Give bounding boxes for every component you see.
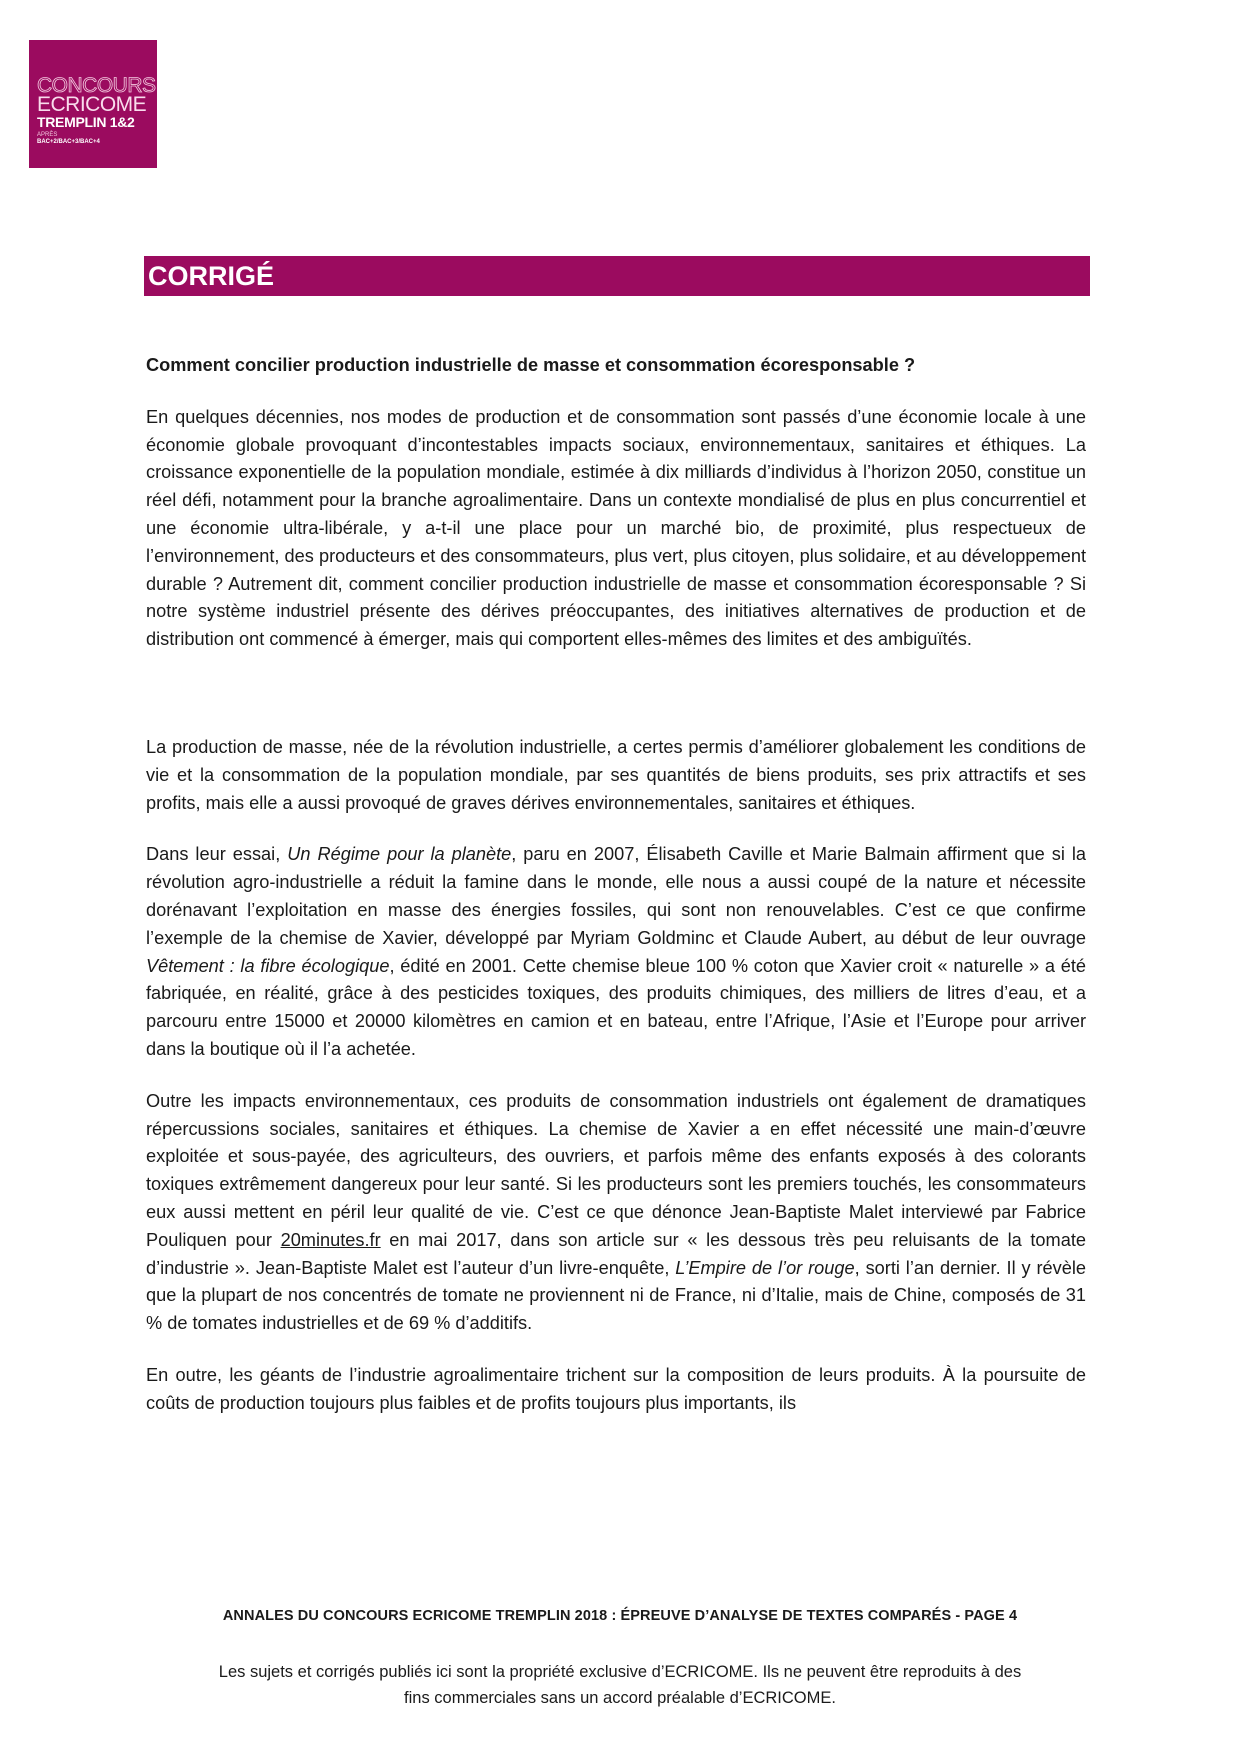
logo-line-apres: APRÈS (37, 132, 58, 138)
paragraph-4: En outre, les géants de l’industrie agroalimentaire trichent sur la composition de leurs produits. À la poursuite de coûts de production toujours plus faibles et de profits toujours plus importants, ils (146, 1364, 1086, 1413)
footer-page-line: ANNALES DU CONCOURS ECRICOME TREMPLIN 2018 : ÉPREUVE D’ANALYSE DE TEXTES COMPARÉS - PAGE 4 (222, 1608, 1018, 1624)
footer-note-line-2: fins commerciales sans un accord préalable d’ECRICOME. (404, 1689, 836, 1707)
paragraph-3-text-d: , sorti l’an dernier. Il y révèle que la plupart de nos concentrés de tomate ne proviennent ni de France, ni d’Italie, mais de Chine, composés de 31 % de tomates industrielles et de 69 % d’additifs. (146, 1257, 1086, 1334)
book-title-regime: Un Régime pour la planète (287, 844, 512, 865)
document-body (146, 352, 1086, 1418)
paragraph-2-text-a: Dans leur essai, (146, 844, 288, 865)
paragraph-3-text-a: Outre les impacts environnementaux, ces produits de consommation industriels ont également de dramatiques répercussions sociales, sanitaires et éthiques. La chemise de Xavier a en effet nécessité une main-d’œuvre exploitée et sous-payée, des agriculteurs, des ouvriers, et parfois même des enfants exposés à des colorants toxiques extrêmement dangereux pour leur santé. Si les producteurs sont les premiers touchés, les consommateurs eux aussi mettent en péril leur qualité de vie. C’est ce que dénonce Jean-Baptiste Malet interviewé par Fabrice Pouliquen pour (146, 1090, 1086, 1250)
section-title-bar: CORRIGÉ (144, 256, 1090, 296)
paragraph-2 (146, 841, 1086, 1063)
link-20minutes[interactable]: 20minutes.fr (280, 1229, 381, 1250)
book-title-empire: L’Empire de l’or rouge (675, 1257, 855, 1278)
question-heading: Comment concilier production industrielle de masse et consommation écoresponsable ? (146, 355, 916, 375)
ecricome-logo (29, 40, 157, 168)
paragraph-2-text-e: , édité en 2001. Cette chemise bleue 100 % coton que Xavier croit « naturelle » a été fabriquée, en réalité, grâce à des pesticides toxiques, des produits chimiques, des milliers de litres d’eau, et a parcouru entre 15000 et 20000 kilomètres en camion et en bateau, entre l’Afrique, l’Asie et l’Europe pour arriver dans la boutique où il l’a achetée. (146, 955, 1086, 1059)
logo-line-concours: CONCOURS (37, 74, 156, 97)
logo-line-tremplin: TREMPLIN 1&2 (37, 114, 135, 130)
logo-line-ecricome: ECRICOME (37, 93, 147, 116)
paragraph-1: La production de masse, née de la révolution industrielle, a certes permis d’améliorer globalement les conditions de vie et la consommation de la population mondiale, par ses quantités de biens produits, ses prix attractifs et ses profits, mais elle a aussi provoqué de graves dérives environnementales, sanitaires et éthiques. (146, 736, 1086, 813)
logo-line-bac: BAC+2/BAC+3/BAC+4 (37, 139, 100, 145)
book-title-vetement: Vêtement : la fibre écologique (146, 955, 390, 976)
paragraph-3-text-b: en mai 2017, dans son article sur « les dessous très peu reluisants de la tomate d’industrie ». Jean-Baptiste Malet est l’auteur d’un livre-enquête, (146, 1229, 1086, 1278)
footer-copyright-note (0, 1659, 1240, 1711)
paragraph-2-text-c: , paru en 2007, Élisabeth Caville et Marie Balmain affirment que si la révolution agro-industrielle a réduit la famine dans le monde, elle nous a aussi coupé de la nature et nécessite dorénavant l’exploitation en masse des énergies fossiles, qui sont non renouvelables. C’est ce que confirme l’exemple de la chemise de Xavier, développé par Myriam Goldminc et Claude Aubert, au début de leur ouvrage (146, 844, 1086, 948)
paragraph-3 (146, 1088, 1086, 1338)
intro-paragraph: En quelques décennies, nos modes de production et de consommation sont passés d’une économie locale à une économie globale provoquant d’incontestables impacts sociaux, environnementaux, sanitaires et éthiques. La croissance exponentielle de la population mondiale, estimée à dix milliards d’individus à l’horizon 2050, constitue un réel défi, notamment pour la branche agroalimentaire. Dans un contexte mondialisé de plus en plus concurrentiel et une économie ultra-libérale, y a-t-il une place pour un marché bio, de proximité, plus respectueux de l’environnement, des producteurs et des consommateurs, plus vert, plus citoyen, plus solidaire, et au développement durable ? Autrement dit, comment concilier production industrielle de masse et consommation écoresponsable ? Si notre système industriel présente des dérives préoccupantes, des initiatives alternatives de production et de distribution ont commencé à émerger, mais qui comportent elles-mêmes des limites et des ambiguïtés. (146, 406, 1086, 650)
footer-note-line-1: Les sujets et corrigés publiés ici sont la propriété exclusive d’ECRICOME. Ils ne peuvent être reproduits à des (218, 1663, 1022, 1681)
